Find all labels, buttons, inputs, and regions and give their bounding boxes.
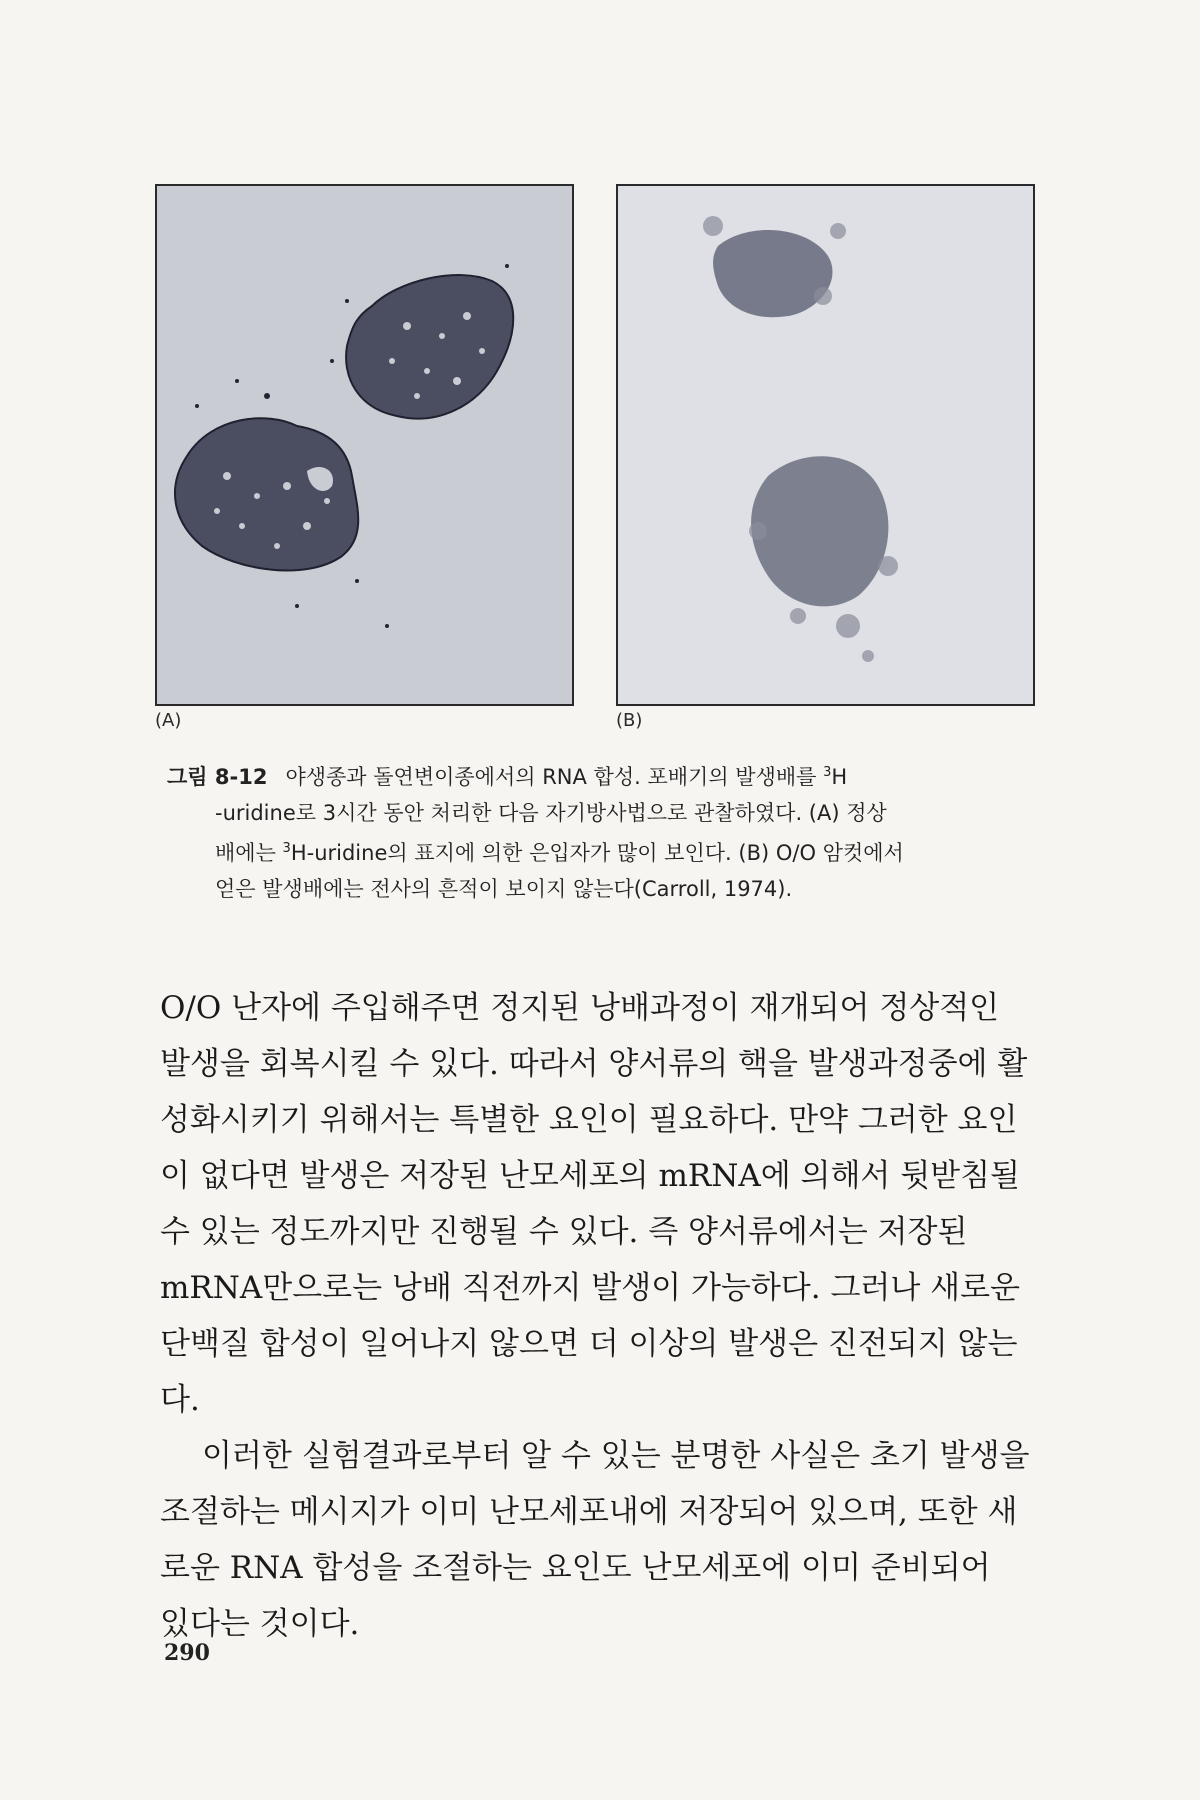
caption-line-2: -uridine로 3시간 동안 처리한 다음 자기방사법으로 관찰하였다. (A) 정상: [215, 801, 887, 825]
caption-superscript-1: 3: [823, 765, 832, 780]
body-text: [160, 980, 1030, 1652]
figure-number: 그림 8-12: [167, 765, 268, 789]
caption-line-4: 얻은 발생배에는 전사의 흔적이 보이지 않는다(Carroll, 1974).: [215, 877, 793, 901]
caption-line-1-end: H: [831, 765, 848, 789]
paragraph-2: 이러한 실험결과로부터 알 수 있는 분명한 사실은 초기 발생을 조절하는 메시지가 이미 난모세포내에 저장되어 있으며, 또한 새로운 RNA 합성을 조절하는 요인도 난모세포에 이미 준비되어 있다는 것이다.: [160, 1438, 1030, 1642]
micrograph-a-image: [157, 186, 572, 704]
caption-line-3: [167, 831, 1037, 871]
micrograph-panel-a: [155, 184, 574, 706]
caption-line-3-end: H-uridine의 표지에 의한 은입자가 많이 보인다. (B) O/O 암컷에서: [290, 841, 904, 865]
paragraph-1: O/O 난자에 주입해주면 정지된 낭배과정이 재개되어 정상적인 발생을 회복시킬 수 있다. 따라서 양서류의 핵을 발생과정중에 활성화시키기 위해서는 특별한 요인이 필요하다. 만약 그러한 요인이 없다면 발생은 저장된 난모세포의 mRNA에 의해서 뒷받침될 수 있는 정도까지만 진행될 수 있다. 즉 양서류에서는 저장된 mRNA만으로는 낭배 직전까지 발생이 가능하다. 그러나 새로운 단백질 합성이 일어나지 않으면 더 이상의 발생은 진전되지 않는다.: [160, 990, 1028, 1418]
caption-line-3-start: 배에는: [215, 841, 283, 865]
caption-line-1: [167, 755, 1037, 795]
caption-superscript-2: 3: [282, 841, 291, 856]
page-number: 290: [164, 1640, 210, 1666]
caption-line-1-text: 야생종과 돌연변이종에서의 RNA 합성. 포배기의 발생배를: [285, 765, 824, 789]
panel-b-label: (B): [616, 710, 643, 731]
micrograph-b-image: [618, 186, 1033, 704]
panel-a-label: (A): [155, 710, 182, 731]
figure-caption: [167, 755, 1037, 907]
micrograph-panel-b: [616, 184, 1035, 706]
